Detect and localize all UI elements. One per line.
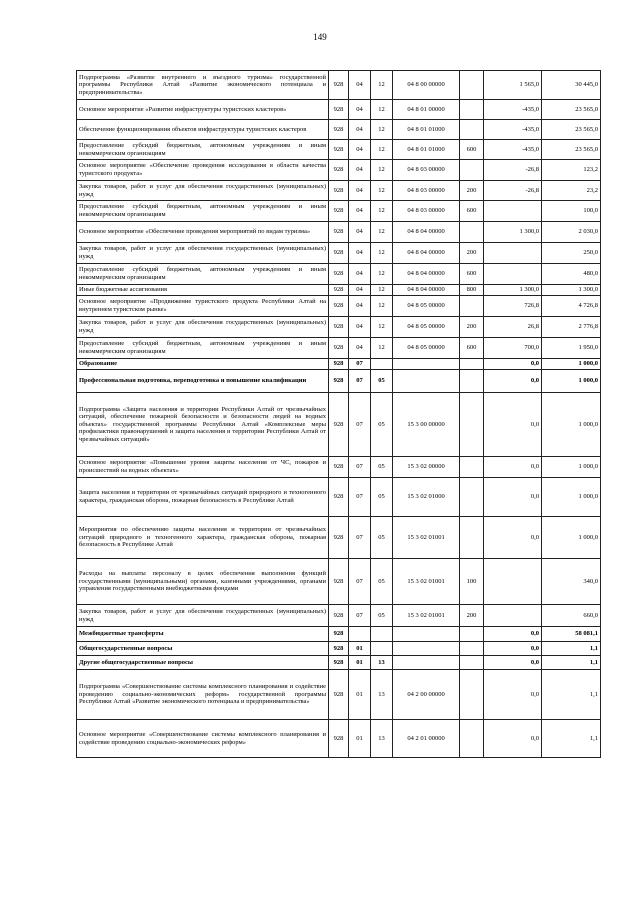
cell-sum2: 1 000,0 [542, 359, 601, 370]
cell-csr: 15 3 02 01001 [393, 559, 460, 605]
cell-sum2: 123,2 [542, 160, 601, 181]
cell-sum2: 1 000,0 [542, 457, 601, 478]
cell-vr: 800 [460, 285, 484, 296]
cell-csr: 15 3 02 01001 [393, 605, 460, 627]
cell-sum2: 1 950,0 [542, 338, 601, 359]
cell-name: Основное мероприятие «Совершенствование системы комплексного планирования и содействие проведению социально-экономических реформ» [77, 720, 329, 758]
cell-name: Предоставление субсидий бюджетным, автономным учреждениям и иным некоммерческим организациям [77, 338, 329, 359]
cell-csr [393, 370, 460, 393]
cell-csr: 04 8 01 00000 [393, 100, 460, 120]
cell-sum1: 0,0 [484, 393, 542, 457]
cell-sum2: 58 081,1 [542, 627, 601, 642]
cell-name: Подпрограмма «Развитие внутреннего и въездного туризма» государственной программы Республики Алтай «Развитие экономического потенциала и предпринимательства» [77, 71, 329, 100]
cell-ved: 928 [329, 656, 349, 670]
cell-sum2: 1,1 [542, 656, 601, 670]
cell-ved: 928 [329, 559, 349, 605]
table-row [77, 222, 601, 243]
cell-pr: 05 [371, 370, 393, 393]
cell-sum1: 1 300,0 [484, 222, 542, 243]
cell-vr [460, 71, 484, 100]
table-row [77, 285, 601, 296]
cell-sum2: 2 776,8 [542, 317, 601, 338]
cell-name: Основное мероприятие «Обеспечение проведения мероприятий по видам туризма» [77, 222, 329, 243]
cell-ved: 928 [329, 264, 349, 285]
cell-sum2: 2 030,0 [542, 222, 601, 243]
cell-rz: 01 [349, 656, 371, 670]
cell-rz: 04 [349, 160, 371, 181]
table-row [77, 605, 601, 627]
cell-csr [393, 627, 460, 642]
cell-sum2: 1 300,0 [542, 285, 601, 296]
cell-csr: 04 8 04 00000 [393, 264, 460, 285]
cell-rz: 01 [349, 670, 371, 720]
cell-sum1 [484, 559, 542, 605]
cell-pr: 12 [371, 338, 393, 359]
table-row [77, 71, 601, 100]
cell-csr: 04 8 03 00000 [393, 181, 460, 201]
cell-rz: 04 [349, 317, 371, 338]
cell-csr: 04 8 03 00000 [393, 201, 460, 222]
cell-rz: 04 [349, 71, 371, 100]
cell-ved: 928 [329, 296, 349, 317]
cell-ved: 928 [329, 370, 349, 393]
cell-sum1 [484, 264, 542, 285]
cell-pr: 12 [371, 296, 393, 317]
cell-sum1: 0,0 [484, 359, 542, 370]
cell-vr [460, 670, 484, 720]
table-row [77, 517, 601, 559]
cell-name: Закупка товаров, работ и услуг для обеспечения государственных (муниципальных) нужд [77, 181, 329, 201]
cell-csr: 04 8 01 01000 [393, 140, 460, 160]
cell-name: Подпрограмма «Защита населения и территории Республики Алтай от чрезвычайных ситуаций, обеспечение пожарной безопасности и безопасности людей на водных объектах» государственной программы Республики Алтай «Комплексные меры профилактики правонарушений и защита населения и территории Республики Алтай от чрезвычайных ситуаций» [77, 393, 329, 457]
cell-vr [460, 359, 484, 370]
cell-pr: 05 [371, 457, 393, 478]
cell-pr [371, 642, 393, 656]
cell-rz [349, 627, 371, 642]
cell-csr [393, 656, 460, 670]
cell-ved: 928 [329, 478, 349, 517]
table-row [77, 264, 601, 285]
cell-vr: 600 [460, 338, 484, 359]
cell-pr [371, 627, 393, 642]
table-row [77, 393, 601, 457]
cell-vr: 200 [460, 605, 484, 627]
cell-vr [460, 517, 484, 559]
cell-sum2: 250,0 [542, 243, 601, 264]
cell-rz: 07 [349, 605, 371, 627]
cell-rz: 07 [349, 359, 371, 370]
table-row [77, 642, 601, 656]
cell-sum1: 0,0 [484, 656, 542, 670]
table-row [77, 120, 601, 140]
cell-name: Межбюджетные трансферты [77, 627, 329, 642]
cell-sum1: 0,0 [484, 642, 542, 656]
cell-csr: 04 8 04 00000 [393, 285, 460, 296]
cell-sum1 [484, 243, 542, 264]
cell-rz: 07 [349, 370, 371, 393]
cell-ved: 928 [329, 317, 349, 338]
cell-pr: 13 [371, 720, 393, 758]
cell-rz: 07 [349, 393, 371, 457]
cell-pr: 12 [371, 160, 393, 181]
cell-vr [460, 656, 484, 670]
table-row [77, 338, 601, 359]
cell-sum1: 1 565,0 [484, 71, 542, 100]
cell-csr: 04 8 05 00000 [393, 296, 460, 317]
cell-ved: 928 [329, 71, 349, 100]
cell-rz: 07 [349, 559, 371, 605]
cell-sum1: 726,8 [484, 296, 542, 317]
cell-sum1: 700,0 [484, 338, 542, 359]
cell-name: Основное мероприятие «Обеспечение проведения исследования в области качества туристского продукта» [77, 160, 329, 181]
cell-pr: 05 [371, 517, 393, 559]
cell-vr: 600 [460, 140, 484, 160]
cell-sum1: 0,0 [484, 670, 542, 720]
cell-rz: 07 [349, 478, 371, 517]
cell-sum2: 1,1 [542, 642, 601, 656]
cell-pr: 05 [371, 605, 393, 627]
cell-name: Иные бюджетные ассигнования [77, 285, 329, 296]
cell-csr [393, 359, 460, 370]
cell-ved: 928 [329, 359, 349, 370]
cell-ved: 928 [329, 627, 349, 642]
cell-sum1: -26,8 [484, 181, 542, 201]
cell-name: Другие общегосударственные вопросы [77, 656, 329, 670]
cell-pr: 13 [371, 656, 393, 670]
cell-pr: 12 [371, 285, 393, 296]
cell-ved: 928 [329, 140, 349, 160]
cell-vr: 600 [460, 264, 484, 285]
cell-ved: 928 [329, 201, 349, 222]
cell-sum2: 100,0 [542, 201, 601, 222]
cell-pr [371, 359, 393, 370]
cell-pr: 12 [371, 71, 393, 100]
cell-ved: 928 [329, 393, 349, 457]
cell-ved: 928 [329, 605, 349, 627]
cell-csr: 04 2 00 00000 [393, 670, 460, 720]
cell-sum2: 1 000,0 [542, 370, 601, 393]
cell-rz: 07 [349, 457, 371, 478]
cell-vr [460, 222, 484, 243]
cell-pr: 12 [371, 243, 393, 264]
cell-sum2: 23 565,0 [542, 120, 601, 140]
cell-csr: 04 8 04 00000 [393, 222, 460, 243]
table-row [77, 478, 601, 517]
cell-rz: 04 [349, 243, 371, 264]
cell-sum1: -26,8 [484, 160, 542, 181]
table-row [77, 370, 601, 393]
cell-name: Закупка товаров, работ и услуг для обеспечения государственных (муниципальных) нужд [77, 243, 329, 264]
cell-sum2: 23 565,0 [542, 140, 601, 160]
table-row [77, 243, 601, 264]
page-number: 149 [313, 32, 327, 42]
cell-sum1: 0,0 [484, 370, 542, 393]
cell-sum1: 0,0 [484, 478, 542, 517]
cell-name: Основное мероприятие «Повышение уровня защиты населения от ЧС, пожаров и происшествий на водных объектах» [77, 457, 329, 478]
table-row [77, 559, 601, 605]
cell-rz: 04 [349, 222, 371, 243]
cell-vr [460, 642, 484, 656]
cell-ved: 928 [329, 457, 349, 478]
cell-vr: 100 [460, 559, 484, 605]
table-row [77, 720, 601, 758]
cell-sum1: -435,0 [484, 140, 542, 160]
cell-name: Предоставление субсидий бюджетным, автономным учреждениям и иным некоммерческим организациям [77, 201, 329, 222]
cell-sum1: -435,0 [484, 120, 542, 140]
cell-name: Профессиональная подготовка, переподготовка и повышение квалификации [77, 370, 329, 393]
cell-pr: 05 [371, 393, 393, 457]
cell-vr: 200 [460, 317, 484, 338]
cell-csr: 15 3 02 00000 [393, 457, 460, 478]
cell-rz: 04 [349, 296, 371, 317]
cell-name: Общегосударственные вопросы [77, 642, 329, 656]
cell-csr: 04 8 05 00000 [393, 338, 460, 359]
cell-csr: 04 8 05 00000 [393, 317, 460, 338]
cell-rz: 01 [349, 720, 371, 758]
cell-pr: 12 [371, 140, 393, 160]
cell-name: Закупка товаров, работ и услуг для обеспечения государственных (муниципальных) нужд [77, 605, 329, 627]
cell-pr: 05 [371, 478, 393, 517]
table-row [77, 457, 601, 478]
cell-sum2: 480,0 [542, 264, 601, 285]
budget-table [76, 70, 601, 758]
cell-pr: 12 [371, 100, 393, 120]
cell-sum2: 1 000,0 [542, 478, 601, 517]
cell-sum2: 1,1 [542, 720, 601, 758]
table-row [77, 656, 601, 670]
cell-vr [460, 627, 484, 642]
cell-sum2: 1 000,0 [542, 517, 601, 559]
cell-vr [460, 370, 484, 393]
cell-sum1: -435,0 [484, 100, 542, 120]
table-row [77, 359, 601, 370]
cell-csr: 04 8 00 00000 [393, 71, 460, 100]
cell-vr [460, 457, 484, 478]
cell-vr: 200 [460, 243, 484, 264]
cell-name: Обеспечение функционирования объектов инфраструктуры туристских кластеров [77, 120, 329, 140]
table-row [77, 627, 601, 642]
table-row [77, 670, 601, 720]
cell-rz: 04 [349, 338, 371, 359]
table-row [77, 181, 601, 201]
cell-sum2: 660,0 [542, 605, 601, 627]
cell-name: Закупка товаров, работ и услуг для обеспечения государственных (муниципальных) нужд [77, 317, 329, 338]
cell-rz: 01 [349, 642, 371, 656]
cell-name: Подпрограмма «Совершенствование системы комплексного планирования и содействие проведению социально-экономических реформ» государственной программы Республики Алтай «Развитие экономического потенциала и предпринимательства» [77, 670, 329, 720]
cell-vr: 200 [460, 181, 484, 201]
cell-sum1: 26,8 [484, 317, 542, 338]
cell-ved: 928 [329, 222, 349, 243]
cell-sum1: 1 300,0 [484, 285, 542, 296]
cell-sum2: 23,2 [542, 181, 601, 201]
cell-sum2: 1 000,0 [542, 393, 601, 457]
cell-pr: 12 [371, 264, 393, 285]
cell-sum1 [484, 201, 542, 222]
cell-csr: 15 3 02 01001 [393, 517, 460, 559]
cell-rz: 04 [349, 140, 371, 160]
cell-sum1: 0,0 [484, 720, 542, 758]
table-row [77, 100, 601, 120]
cell-rz: 04 [349, 120, 371, 140]
cell-sum2: 1,1 [542, 670, 601, 720]
cell-csr: 04 8 01 01000 [393, 120, 460, 140]
cell-vr [460, 100, 484, 120]
cell-vr [460, 160, 484, 181]
cell-name: Основное мероприятие «Развитие инфраструктуры туристских кластеров» [77, 100, 329, 120]
cell-vr [460, 720, 484, 758]
cell-ved: 928 [329, 243, 349, 264]
cell-rz: 07 [349, 517, 371, 559]
cell-pr: 05 [371, 559, 393, 605]
cell-sum2: 23 565,0 [542, 100, 601, 120]
cell-rz: 04 [349, 181, 371, 201]
cell-vr: 600 [460, 201, 484, 222]
cell-sum2: 4 726,8 [542, 296, 601, 317]
cell-ved: 928 [329, 642, 349, 656]
table-row [77, 317, 601, 338]
cell-sum1: 0,0 [484, 517, 542, 559]
cell-vr [460, 393, 484, 457]
cell-name: Основное мероприятие «Продвижение туристского продукта Республики Алтай на внутреннем туристском рынке» [77, 296, 329, 317]
cell-csr: 15 3 02 01000 [393, 478, 460, 517]
cell-pr: 13 [371, 670, 393, 720]
cell-ved: 928 [329, 720, 349, 758]
cell-name: Защита населения и территории от чрезвычайных ситуаций природного и техногенного характера, гражданская оборона, пожарная безопасность в Республике Алтай [77, 478, 329, 517]
cell-sum2: 340,0 [542, 559, 601, 605]
cell-pr: 12 [371, 181, 393, 201]
cell-csr: 04 8 03 00000 [393, 160, 460, 181]
cell-csr: 15 3 00 00000 [393, 393, 460, 457]
cell-rz: 04 [349, 201, 371, 222]
cell-pr: 12 [371, 201, 393, 222]
cell-ved: 928 [329, 338, 349, 359]
cell-pr: 12 [371, 222, 393, 243]
cell-ved: 928 [329, 670, 349, 720]
cell-sum2: 30 445,0 [542, 71, 601, 100]
cell-ved: 928 [329, 100, 349, 120]
cell-sum1: 0,0 [484, 627, 542, 642]
cell-pr: 12 [371, 317, 393, 338]
cell-csr [393, 642, 460, 656]
cell-csr: 04 8 04 00000 [393, 243, 460, 264]
cell-ved: 928 [329, 285, 349, 296]
cell-csr: 04 2 01 00000 [393, 720, 460, 758]
cell-name: Образование [77, 359, 329, 370]
cell-sum1 [484, 605, 542, 627]
table-row [77, 160, 601, 181]
cell-ved: 928 [329, 517, 349, 559]
cell-vr [460, 296, 484, 317]
cell-name: Мероприятия по обеспечению защиты населения и территории от чрезвычайных ситуаций природного и техногенного характера, гражданская оборона, пожарная безопасность в Республике Алтай [77, 517, 329, 559]
cell-rz: 04 [349, 100, 371, 120]
cell-rz: 04 [349, 285, 371, 296]
cell-ved: 928 [329, 181, 349, 201]
cell-name: Предоставление субсидий бюджетным, автономным учреждениям и иным некоммерческим организациям [77, 264, 329, 285]
cell-vr [460, 478, 484, 517]
cell-ved: 928 [329, 120, 349, 140]
cell-name: Предоставление субсидий бюджетным, автономным учреждениям и иным некоммерческим организациям [77, 140, 329, 160]
table-row [77, 201, 601, 222]
cell-ved: 928 [329, 160, 349, 181]
cell-pr: 12 [371, 120, 393, 140]
cell-sum1: 0,0 [484, 457, 542, 478]
table-row [77, 296, 601, 317]
cell-vr [460, 120, 484, 140]
cell-rz: 04 [349, 264, 371, 285]
cell-name: Расходы на выплаты персоналу в целях обеспечения выполнения функций государственными (муниципальными) органами, казенными учреждениями, органами управления государственными внебюджетными фондами [77, 559, 329, 605]
table-row [77, 140, 601, 160]
